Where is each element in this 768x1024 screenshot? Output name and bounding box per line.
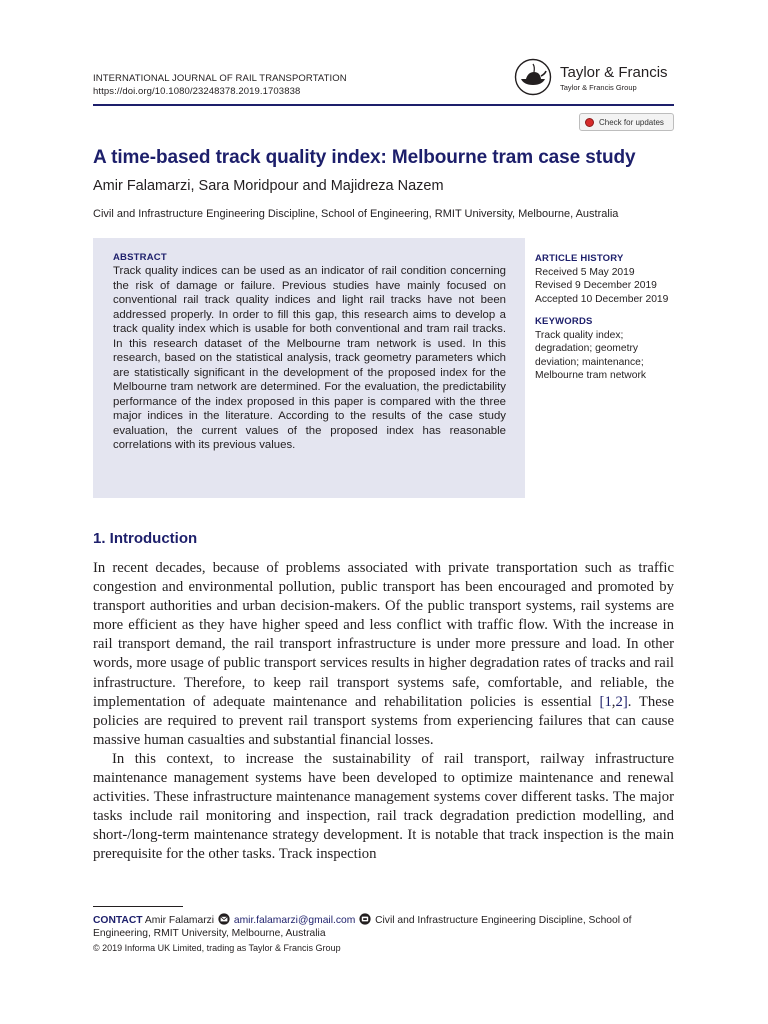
- accepted-date: Accepted 10 December 2019: [535, 293, 669, 305]
- contact-name: Amir Falamarzi: [144, 915, 215, 926]
- revised-date: Revised 9 December 2019: [535, 280, 657, 291]
- contact-address: Civil and Infrastructure Engineering Discipline, School of Engineering, RMIT University, Melbourne, Australia: [93, 915, 632, 939]
- publisher-logo: [514, 58, 678, 98]
- contact-footnote: [93, 913, 683, 940]
- received-date: Received 5 May 2019: [535, 266, 635, 278]
- abstract-heading: ABSTRACT: [113, 252, 167, 263]
- check-updates-label: Check for updates: [599, 117, 664, 127]
- doi-link[interactable]: https://doi.org/10.1080/23248378.2019.1703838: [93, 86, 301, 97]
- section-heading-introduction: 1. Introduction: [93, 530, 198, 547]
- header-rule: [93, 104, 674, 106]
- paragraph-text: . These policies are required to prevent rail transport systems from experiencing failures that can cause massive human casualties and substantial financial losses.: [93, 693, 674, 748]
- check-updates-button[interactable]: [579, 113, 674, 131]
- paragraph-text: In recent decades, because of problems associated with private transportation such as traffic congestion and environmental pollution, public transport has been encouraged and promoted by transport authorities and urban decision-makers. Of the public transport systems, rail systems are more efficient as they have higher speed and less conflict with traffic flow. With the increase in rail transport demand, the rail transport infrastructure is under more pressure and load. In other words, more usage of public transport services results in higher degradation rates of tracks and rail infrastructure. Therefore, to keep rail transport systems safe, comfortable, and reliable, the implementation of adequate maintenance and rehabilitation policies is essential: [93, 560, 674, 710]
- journal-name: INTERNATIONAL JOURNAL OF RAIL TRANSPORTATION: [93, 73, 347, 84]
- contact-label: CONTACT: [93, 915, 143, 926]
- keywords-heading: KEYWORDS: [535, 316, 593, 327]
- copyright-notice: © 2019 Informa UK Limited, trading as Taylor & Francis Group: [93, 943, 341, 953]
- abstract-text: Track quality indices can be used as an indicator of rail condition concerning the risk of damage or failure. Previous studies have mainly focused on conventional rail track quality indices and light rail tracks have not been addressed properly. In order to fill this gap, this research aims to develop a track quality index which is usable for both conventional and tram rail tracks. In this research dataset of the Melbourne tram network is used. In this research, based on the statistical analysis, track geometry parameters which are statistically significant in the development of the proposed index for the Melbourne tram network are determined. For the evaluation, the predictability performance of the index proposed in this paper is compared with the three major indices in the literature. According to the results of the case study evaluation, the current values of the proposed index has reasonable correlations with its previous values.: [113, 265, 506, 451]
- publisher-name: Taylor & Francis: [560, 64, 668, 81]
- introduction-body: [93, 559, 674, 865]
- article-authors: Amir Falamarzi, Sara Moridpour and Majidreza Nazem: [93, 178, 444, 194]
- contact-email[interactable]: amir.falamarzi@gmail.com: [233, 915, 356, 926]
- citation-link[interactable]: [1: [599, 693, 612, 710]
- email-icon: [217, 913, 231, 925]
- lamp-icon: [514, 58, 552, 96]
- article-history-heading: ARTICLE HISTORY: [535, 253, 624, 264]
- keywords-text: Track quality index; degradation; geometry deviation; maintenance; Melbourne tram network: [535, 329, 647, 381]
- article-title: A time-based track quality index: Melbourne tram case study: [93, 147, 636, 168]
- publisher-group: Taylor & Francis Group: [560, 83, 637, 92]
- paragraph: In this context, to increase the sustainability of rail transport, railway infrastructure maintenance management systems have been developed to optimize maintenance and renewal activities. These infrastructure maintenance management systems cover different tasks. The major tasks include rail monitoring and inspection, rail track degradation prediction modelling, and short-/long-term maintenance strategy development. It is notable that track inspection is the main prerequisite for the other tasks. Track inspection: [93, 750, 674, 863]
- article-sidebar: [535, 252, 685, 383]
- journal-header: [93, 72, 347, 98]
- paragraph: [93, 559, 674, 750]
- article-affiliation: Civil and Infrastructure Engineering Discipline, School of Engineering, RMIT University, Melbourne, Australia: [93, 208, 619, 220]
- citation-link[interactable]: 2]: [615, 693, 628, 710]
- citation-separator: ,: [611, 693, 616, 710]
- footnote-rule: [93, 906, 183, 907]
- updates-icon: [585, 118, 594, 127]
- address-icon: [358, 913, 372, 925]
